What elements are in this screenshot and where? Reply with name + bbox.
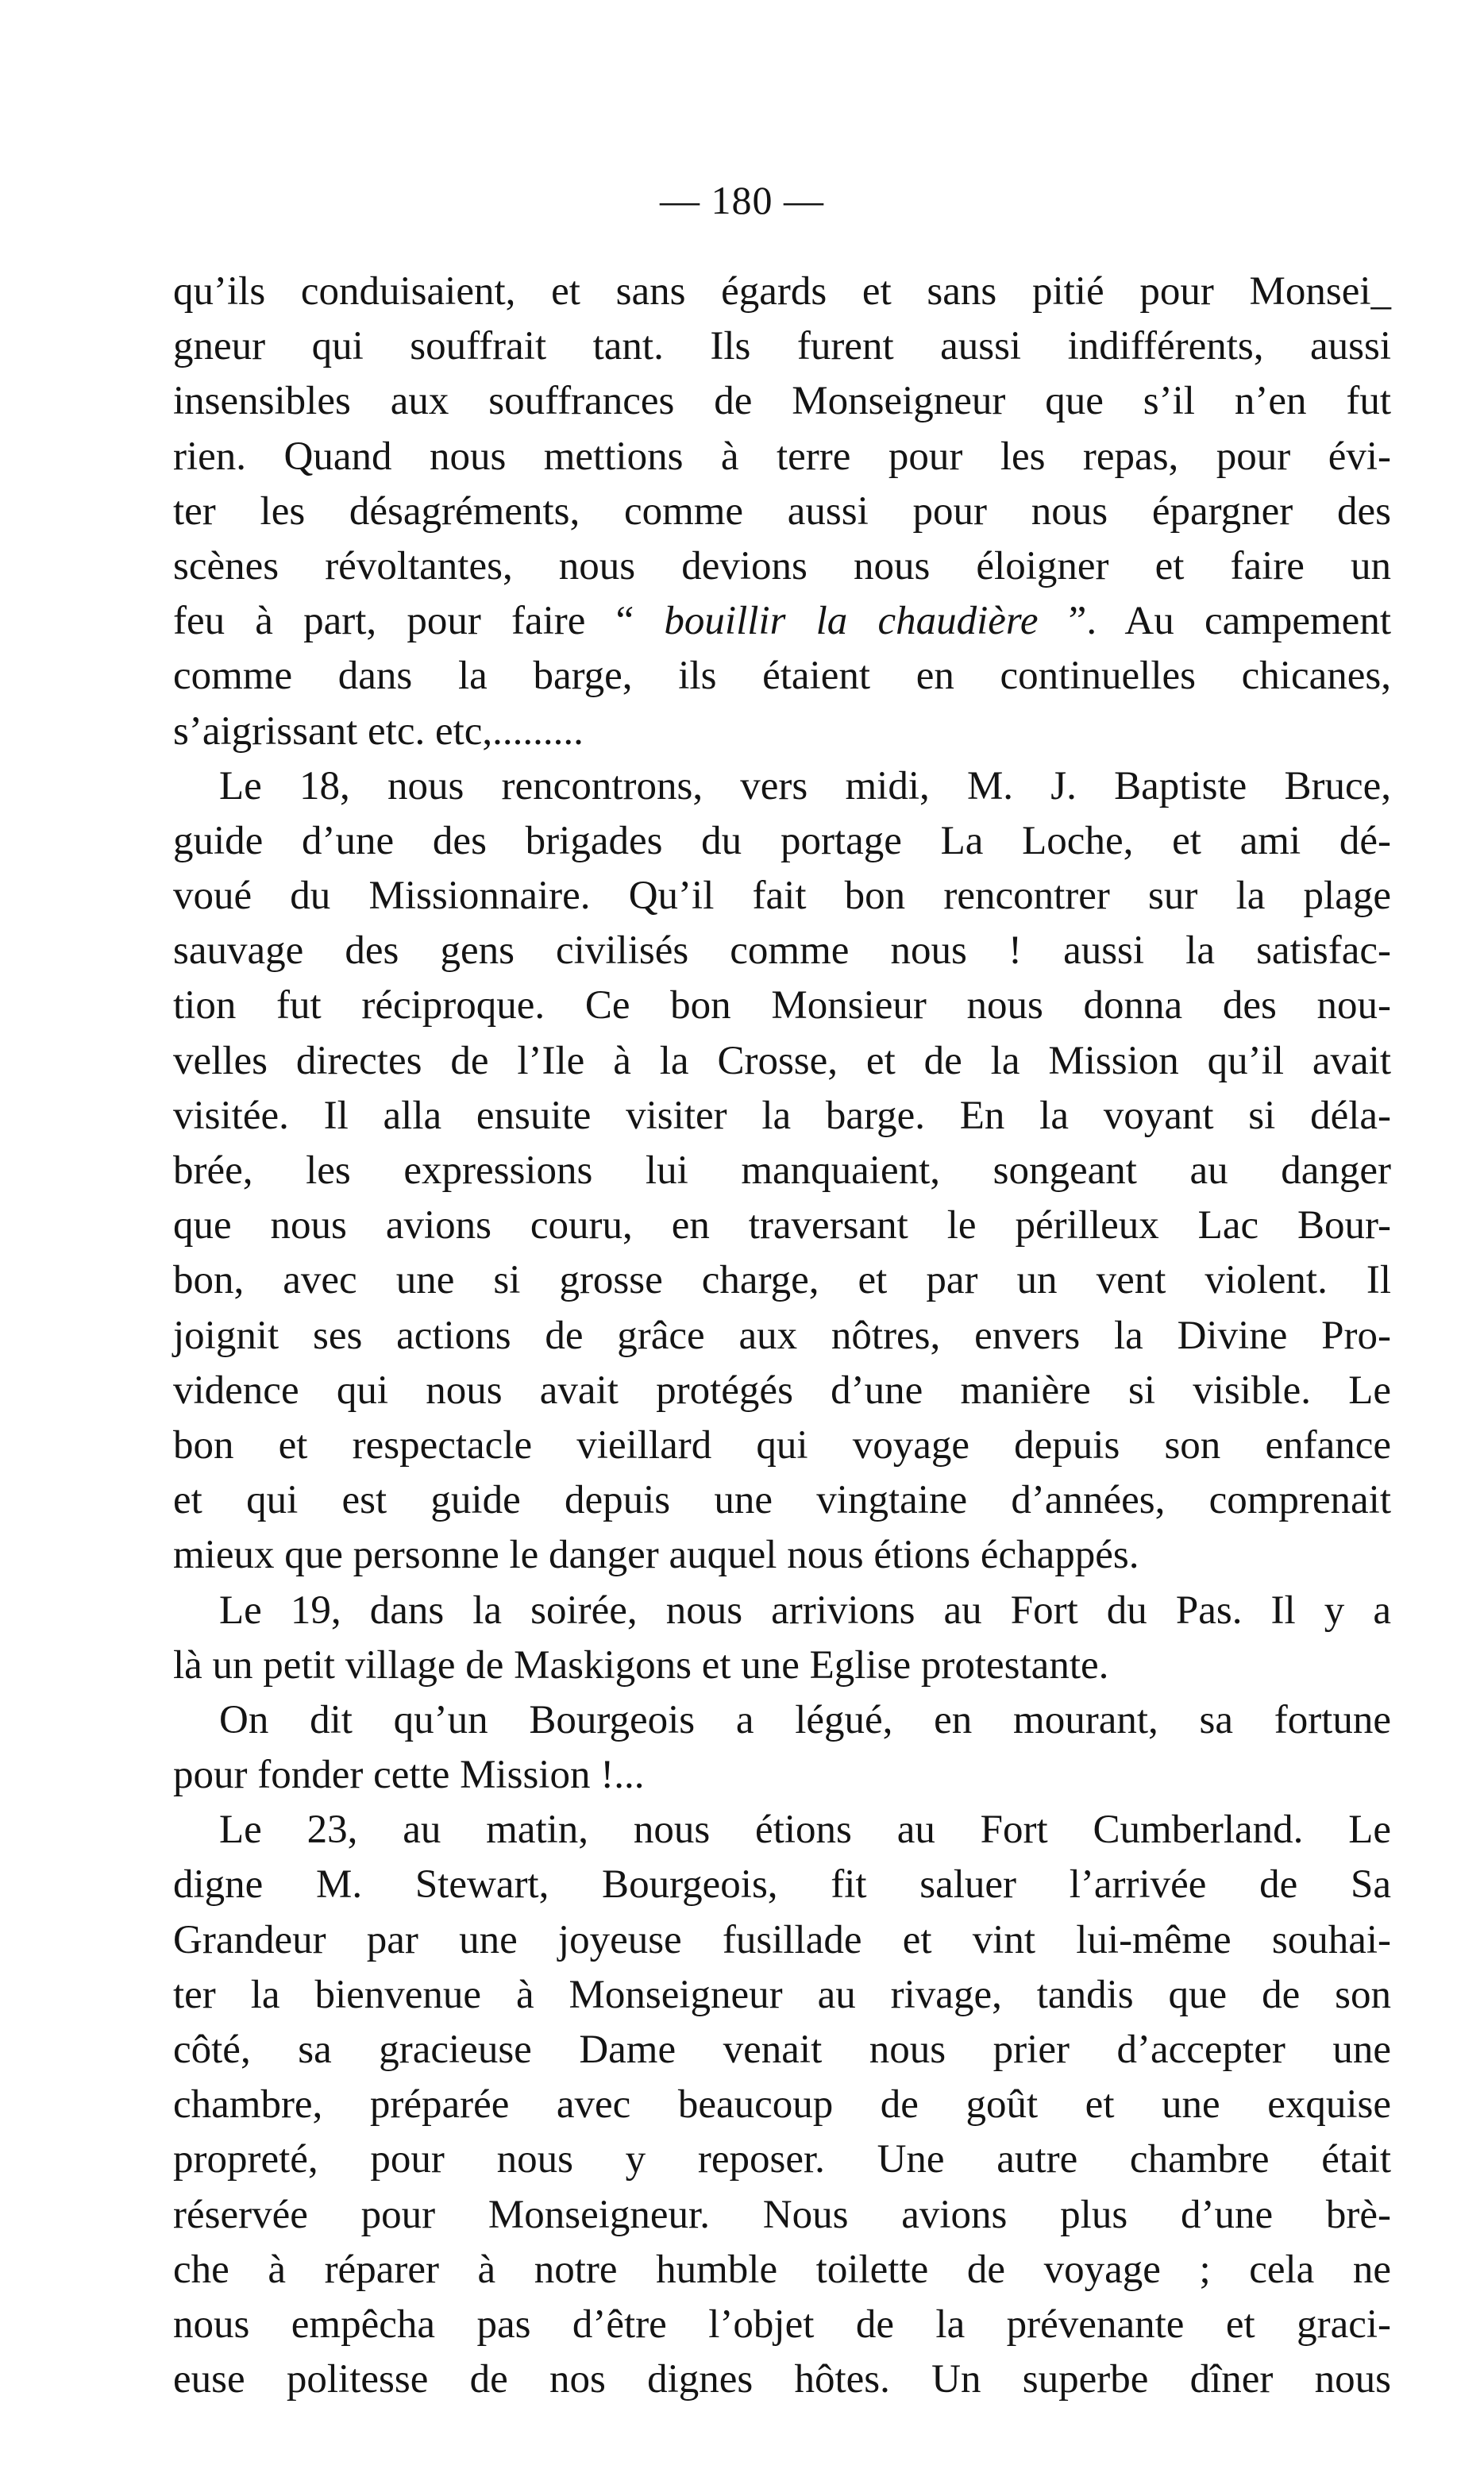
text-line: là un petit village de Maskigons et une Eglise protestante. [173, 1642, 1109, 1688]
text-line: propreté, pour nous y reposer. Une autre chambre était [173, 2137, 1391, 2182]
text-line: velles directes de l’Ile à la Crosse, et de la Mission qu’il avait [173, 1038, 1391, 1083]
text-segment: ”. Au campement [1038, 599, 1391, 644]
text-line: euse politesse de nos dignes hôtes. Un superbe dîner nous [173, 2357, 1391, 2402]
text-segment: feu à part, pour faire “ [173, 599, 665, 644]
italic-phrase: bouillir la chaudière [664, 599, 1039, 644]
text-line: scènes révoltantes, nous devions nous éloigner et faire un [173, 543, 1391, 588]
text-line: insensibles aux souffrances de Monseigneur que s’il n’en fut [173, 379, 1391, 424]
text-line: bon, avec une si grosse charge, et par un vent violent. Il [173, 1258, 1391, 1303]
text-line: ter les désagréments, comme aussi pour nous épargner des [173, 488, 1391, 534]
text-line: mieux que personne le danger auquel nous étions échappés. [173, 1533, 1139, 1578]
text-line: Le 18, nous rencontrons, vers midi, M. J. Baptiste Bruce, [219, 763, 1391, 808]
text-line: gneur qui souffrait tant. Ils furent aussi indifférents, aussi [173, 324, 1391, 369]
text-line: et qui est guide depuis une vingtaine d’années, comprenait [173, 1478, 1391, 1523]
text-line: On dit qu’un Bourgeois a légué, en mourant, sa fortune [219, 1697, 1391, 1742]
text-line: rien. Quand nous mettions à terre pour les repas, pour évi- [173, 434, 1391, 479]
text-line: ter la bienvenue à Monseigneur au rivage, tandis que de son [173, 1972, 1391, 2017]
text-line: guide d’une des brigades du portage La Loche, et ami dé- [173, 818, 1391, 863]
text-line: réservée pour Monseigneur. Nous avions plus d’une brè- [173, 2192, 1391, 2237]
text-line: voué du Missionnaire. Qu’il fait bon rencontrer sur la plage [173, 874, 1391, 919]
text-line: che à réparer à notre humble toilette de voyage ; cela ne [173, 2247, 1391, 2292]
text-line: nous empêcha pas d’être l’objet de la prévenante et graci- [173, 2301, 1391, 2347]
text-line: pour fonder cette Mission !... [173, 1753, 645, 1798]
text-line: côté, sa gracieuse Dame venait nous prier d’accepter une [173, 2028, 1391, 2072]
text-line: que nous avions couru, en traversant le périlleux Lac Bour- [173, 1203, 1391, 1248]
text-line: comme dans la barge, ils étaient en continuelles chicanes, [173, 654, 1391, 699]
text-line: s’aigrissant etc. etc,......... [173, 708, 584, 754]
text-line: vidence qui nous avait protégés d’une manière si visible. Le [173, 1368, 1391, 1413]
body-text [173, 264, 1391, 2407]
text-line: digne M. Stewart, Bourgeois, fit saluer l’arrivée de Sa [173, 1862, 1391, 1908]
page-number: — 180 — [660, 178, 824, 222]
text-line: chambre, préparée avec beaucoup de goût et une exquise [173, 2082, 1391, 2128]
text-line: bon et respectacle vieillard qui voyage depuis son enfance [173, 1422, 1391, 1468]
text-line: Le 23, au matin, nous étions au Fort Cumberland. Le [219, 1808, 1391, 1853]
text-line: sauvage des gens civilisés comme nous ! aussi la satisfac- [173, 928, 1391, 974]
text-line [173, 594, 1391, 649]
text-line: Grandeur par une joyeuse fusillade et vint lui-même souhai- [173, 1917, 1391, 1962]
text-line: joignit ses actions de grâce aux nôtres, envers la Divine Pro- [173, 1313, 1391, 1358]
text-line: tion fut réciproque. Ce bon Monsieur nous donna des nou- [173, 983, 1391, 1028]
text-line: qu’ils conduisaient, et sans égards et sans pitié pour Monsei_ [173, 269, 1391, 314]
text-line: brée, les expressions lui manquaient, songeant au danger [173, 1148, 1391, 1193]
text-line: visitée. Il alla ensuite visiter la barge. En la voyant si déla- [173, 1093, 1391, 1138]
text-line: Le 19, dans la soirée, nous arrivions au Fort du Pas. Il y a [219, 1588, 1391, 1633]
